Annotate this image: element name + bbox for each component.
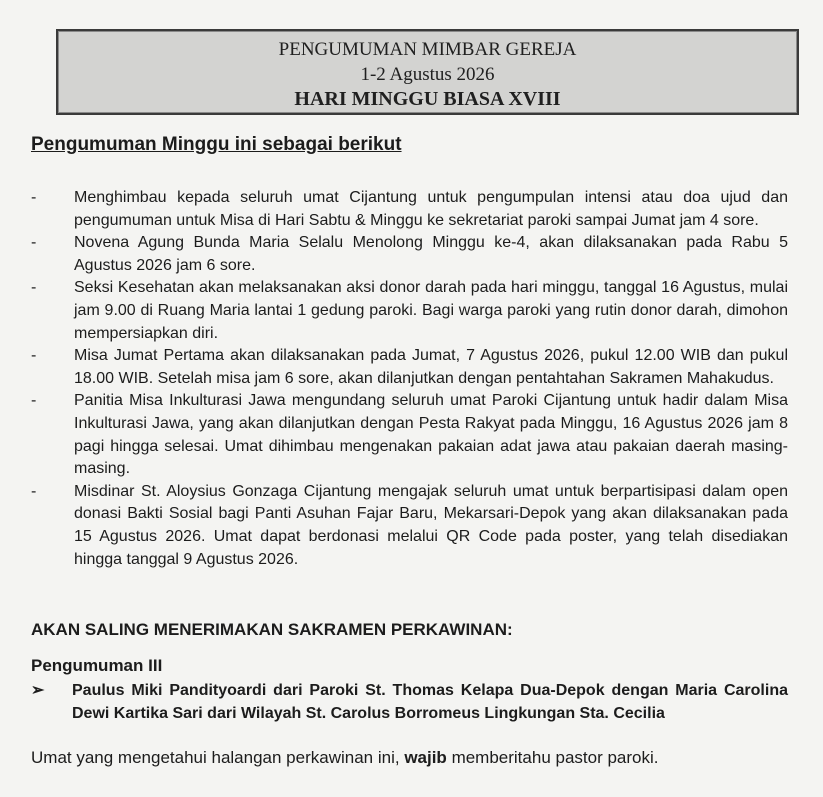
objection-note	[31, 748, 659, 768]
announcement-number: Pengumuman III	[31, 656, 163, 675]
list-item	[31, 232, 788, 277]
dash-bullet: -	[31, 189, 37, 206]
list-item-text: Seksi Kesehatan akan melaksanakan aksi donor darah pada hari minggu, tanggal 16 Agustus, mulai jam 9.00 di Ruang Maria lantai 1 gedung paroki. Bagi warga paroki yang rutin donor darah, dimohon mempersiapkan diri.	[74, 279, 788, 342]
list-item-text: Panitia Misa Inkulturasi Jawa mengundang seluruh umat Paroki Cijantung untuk hadir dalam Misa Inkulturasi Jawa, yang akan dilanjutkan dengan Pesta Rakyat pada Minggu, 16 Agustus 2026 jam 8 pagi hingga selesai. Umat dihimbau mengenakan pakaian adat jawa atau pakaian daerah masing-masing.	[74, 392, 788, 478]
note-emphasis: wajib	[404, 748, 447, 767]
note-text-before: Umat yang mengetahui halangan perkawinan ini,	[31, 748, 400, 767]
announcement-list	[31, 187, 788, 571]
dash-bullet: -	[31, 482, 37, 500]
marriage-heading: AKAN SALING MENERIMAKAN SAKRAMEN PERKAWINAN:	[31, 620, 513, 639]
header-date: 1-2 Agustus 2026	[360, 64, 495, 85]
list-item-text: Misdinar St. Aloysius Gonzaga Cijantung mengajak seluruh umat untuk berpartisipasi dalam open donasi Bakti Sosial bagi Panti Asuhan Fajar Baru, Mekarsari-Depok yang akan dilaksanakan pada 15 Agustus 2026. Umat dapat berdonasi melalui QR Code pada poster, yang telah disediakan hingga tanggal 9 Agustus 2026.	[74, 482, 788, 568]
dash-bullet: -	[31, 392, 37, 410]
couple-names: Paulus Miki Pandityoardi dari Paroki St. Thomas Kelapa Dua-Depok dengan Maria Carolina Dewi Kartika Sari dari Wilayah St. Carolus Borromeus Lingkungan Sta. Cecilia	[72, 682, 788, 722]
list-item	[31, 345, 788, 390]
list-item	[31, 277, 788, 345]
couple-entry	[31, 680, 788, 725]
intro-heading: Pengumuman Minggu ini sebagai berikut	[31, 134, 402, 155]
list-item	[31, 187, 788, 232]
header-sunday: HARI MINGGU BIASA XVIII	[294, 88, 561, 110]
dash-bullet: -	[31, 279, 37, 297]
header-title: PENGUMUMAN MIMBAR GEREJA	[278, 39, 577, 60]
arrow-bullet-icon: ➢	[31, 682, 45, 699]
list-item	[31, 481, 788, 571]
list-item-text: Misa Jumat Pertama akan dilaksanakan pada Jumat, 7 Agustus 2026, pukul 12.00 WIB dan pukul 18.00 WIB. Setelah misa jam 6 sore, akan dilanjutkan dengan pentahtahan Sakramen Mahakudus.	[74, 347, 788, 387]
dash-bullet: -	[31, 234, 37, 252]
list-item	[31, 390, 788, 480]
list-item-text: Menghimbau kepada seluruh umat Cijantung untuk pengumpulan intensi atau doa ujud dan pengumuman untuk Misa di Hari Sabtu & Minggu ke sekretariat paroki sampai Jumat jam 4 sore.	[74, 189, 788, 229]
note-text-after: memberitahu pastor paroki.	[451, 748, 659, 767]
header-box	[56, 29, 799, 115]
list-item-text: Novena Agung Bunda Maria Selalu Menolong Minggu ke-4, akan dilaksanakan pada Rabu 5 Agustus 2026 jam 6 sore.	[74, 234, 788, 274]
dash-bullet: -	[31, 347, 37, 365]
